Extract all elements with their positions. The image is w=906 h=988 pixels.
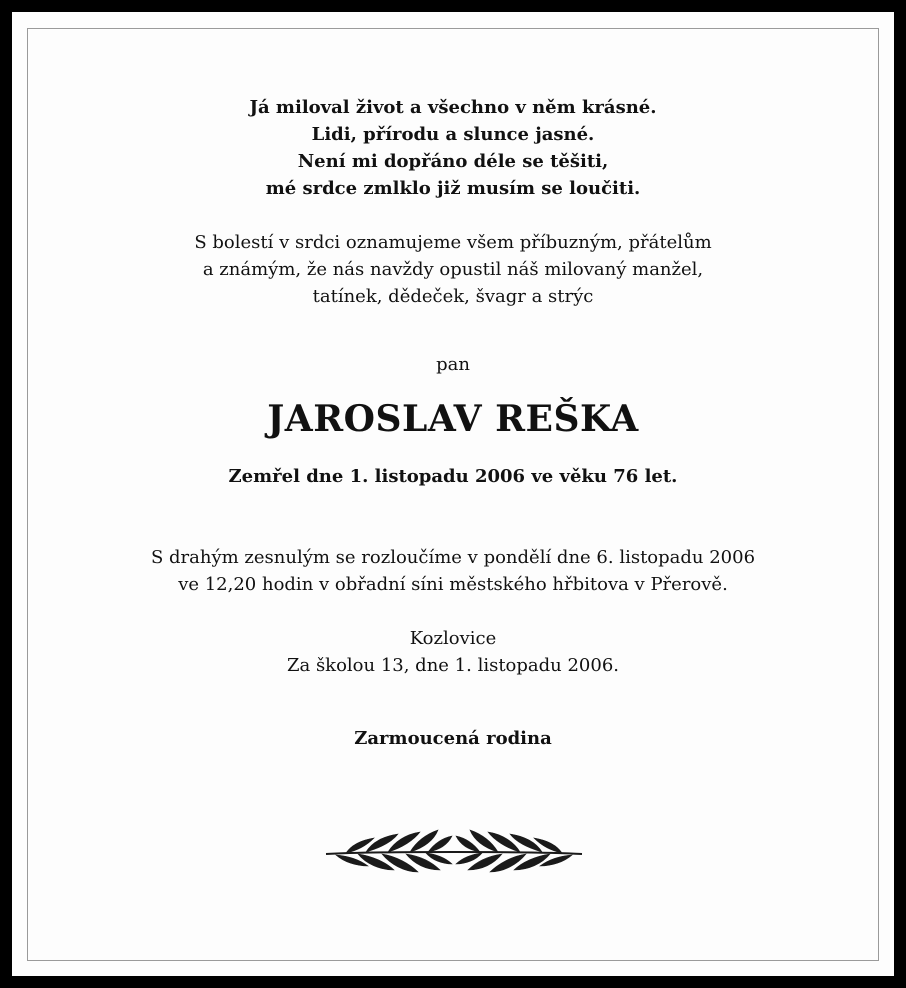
- family-signature: Zarmoucená rodina: [354, 728, 552, 749]
- death-info: Zemřel dne 1. listopadu 2006 ve věku 76 let.: [228, 466, 678, 487]
- announcement-line: S bolestí v srdci oznamujeme všem příbuzným, přátelům: [194, 232, 712, 253]
- honorific: pan: [436, 354, 470, 375]
- address-line: Za školou 13, dne 1. listopadu 2006.: [286, 655, 620, 676]
- poem-line: Lidi, přírodu a slunce jasné.: [311, 124, 595, 145]
- announcement-line: a známým, že nás navždy opustil náš milovaný manžel,: [202, 259, 704, 280]
- deceased-name: JAROSLAV REŠKA: [267, 398, 639, 440]
- poem-line: Není mi dopřáno déle se těšiti,: [297, 151, 609, 172]
- poem-line: mé srdce zmlklo již musím se loučiti.: [265, 178, 641, 199]
- laurel-branches-icon: [322, 822, 586, 878]
- address-line: Kozlovice: [409, 628, 497, 649]
- announcement-line: tatínek, dědeček, švagr a strýc: [312, 286, 594, 307]
- funeral-line: S drahým zesnulým se rozloučíme v pondělí dne 6. listopadu 2006: [150, 547, 756, 568]
- poem-line: Já miloval život a všechno v něm krásné.: [249, 97, 657, 118]
- funeral-line: ve 12,20 hodin v obřadní síni městského hřbitova v Přerově.: [178, 574, 728, 595]
